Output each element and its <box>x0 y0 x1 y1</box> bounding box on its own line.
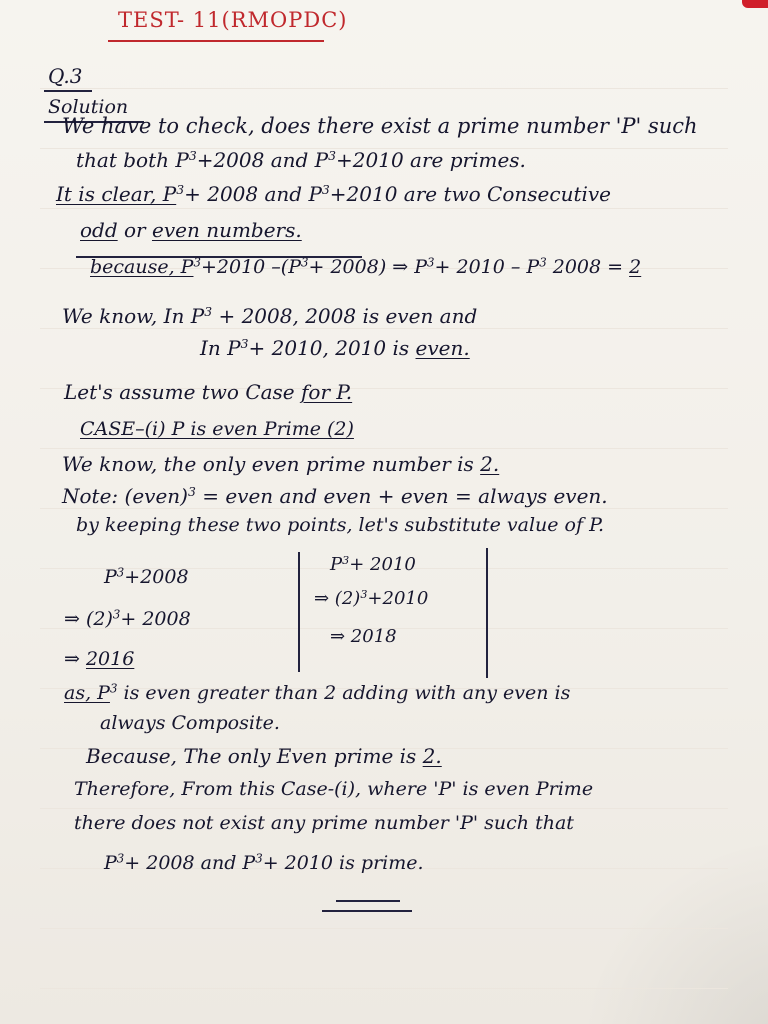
calc-right-1: $P^3+ 2010$ <box>330 553 416 575</box>
question-underline <box>44 90 92 92</box>
title-underline <box>108 40 324 42</box>
page-title: TEST- 11(RMOPDC) <box>118 8 348 32</box>
text-line-7: In $P^3+ 2010$, 2010 is even. <box>200 336 470 360</box>
text-line-16: Therefore, From this Case-(i), where 'P' is even Prime <box>74 778 594 800</box>
text-line-6: We know, In $P^3 + 2008$, 2008 is even and <box>62 304 478 328</box>
text-line-4: odd or even numbers. <box>80 218 302 242</box>
column-divider-left <box>298 552 300 672</box>
text-line-14: always Composite. <box>100 712 280 734</box>
calc-left-2: ⇒ $(2)^3+ 2008$ <box>64 607 191 630</box>
calc-right-2: ⇒ $(2)^3+2010$ <box>314 587 429 609</box>
ruled-line <box>40 508 728 509</box>
text-line-2: that both $P^3+2008$ and $P^3+2010$ are primes. <box>76 148 526 172</box>
ruled-line <box>40 988 728 989</box>
text-line-11: Note: (even)$^3$ = even and even + even = always even. <box>62 484 608 508</box>
page-shadow <box>578 834 768 1024</box>
calc-left-1: $P^3+2008$ <box>104 565 189 588</box>
ruled-line <box>40 208 728 209</box>
text-line-5: because, $P^3+2010$ $-(P^3+ 2008)$ ⇒ $P^3+ 2010 - P^3$ 2008 = 2 <box>90 255 642 278</box>
red-corner-mark <box>742 0 768 8</box>
text-line-3: It is clear, $P^3+ 2008$ and $P^3+2010$ are two Consecutive <box>56 182 612 206</box>
text-line-8: Let's assume two Case for P. <box>64 380 353 404</box>
calc-left-3: ⇒ 2016 <box>64 648 135 670</box>
text-line-15: Because, The only Even prime is 2. <box>86 744 442 768</box>
end-rule-top <box>336 900 400 902</box>
column-divider-right <box>486 548 488 678</box>
case-heading: CASE–(i) P is even Prime (2) <box>80 418 354 440</box>
text-line-13: as, $P^3$ is even greater than 2 adding with any even is <box>64 681 571 704</box>
ruled-line <box>40 928 728 929</box>
text-line-18: $P^3+ 2008$ and $P^3+ 2010$ is prime. <box>104 851 424 874</box>
ruled-line <box>40 88 728 89</box>
text-line-12: by keeping these two points, let's substitute value of P. <box>76 514 605 536</box>
text-line-10: We know, the only even prime number is 2. <box>62 452 500 476</box>
solution-label: Solution <box>48 96 129 118</box>
end-rule-bottom <box>322 910 412 912</box>
text-line-1: We have to check, does there exist a prime number 'P' such <box>62 114 698 138</box>
ruled-line <box>40 328 728 329</box>
ruled-line <box>40 448 728 449</box>
ruled-line <box>40 808 728 809</box>
text-line-17: there does not exist any prime number 'P' such that <box>74 812 574 834</box>
question-number: Q.3 <box>48 64 83 88</box>
calc-right-3: ⇒ 2018 <box>330 626 397 647</box>
